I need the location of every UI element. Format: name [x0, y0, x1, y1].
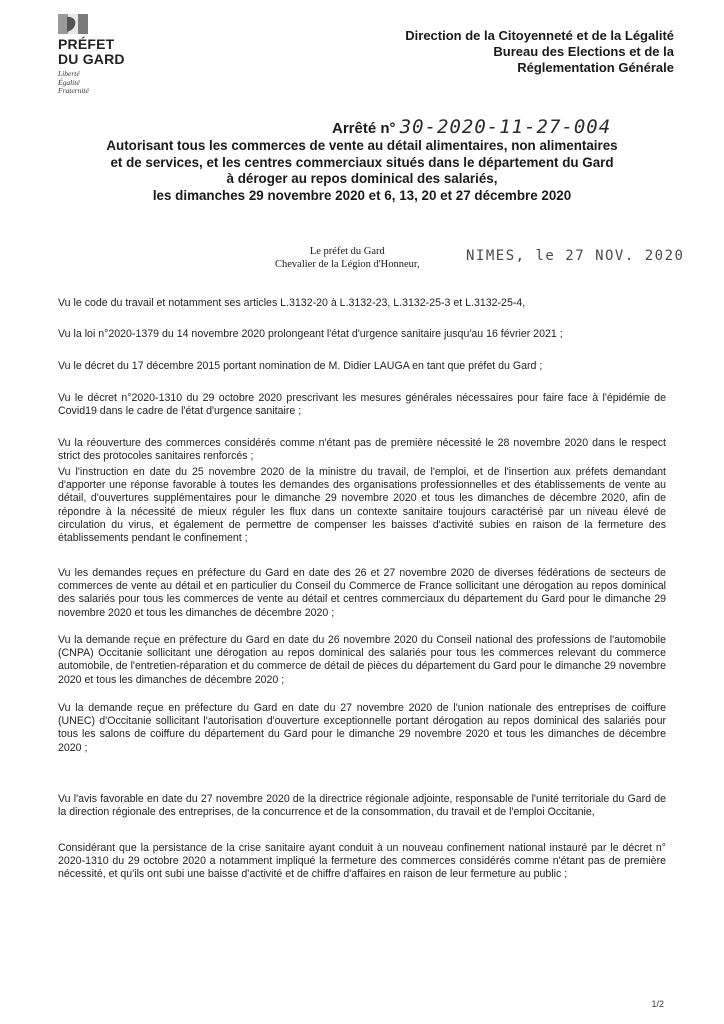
arrete-label: Arrêté n°	[332, 120, 396, 137]
paragraph: Vu l'avis favorable en date du 27 novembre 2020 de la directrice régionale adjointe, responsable de l'unité territoriale du Gard de la direction régionale des entreprises, de la concurrence et de la consommation, du travail et de l'emploi Occitanie,	[58, 793, 666, 819]
paragraph: Considérant que la persistance de la crise sanitaire ayant conduit à un nouveau confinement national instauré par le décret n° 2020-1310 du 29 octobre 2020 a notamment impliqué la fermeture des commerces considérés comme n'étant pas de première nécessité, et qu'ils ont subi une baisse d'activité et de chiffre d'affaires en raison de leur fermeture au public ;	[58, 842, 666, 881]
paragraph: Vu le code du travail et notamment ses articles L.3132-20 à L.3132-23, L.3132-25-3 et L.3132-25-4,	[58, 297, 526, 309]
paragraph: Vu la demande reçue en préfecture du Gard en date du 26 novembre 2020 du Conseil national des professions de l'automobile (CNPA) Occitanie sollicitant une dérogation au repos dominical des salariés pour tous les commerces relevant du commerce automobile, de l'entretien-réparation et du commerce de détail de pièces du département du Gard pour le dimanche 29 novembre 2020 et tous les dimanches de décembre 2020 ;	[58, 634, 666, 686]
header-line-2: Bureau des Elections et de la	[493, 44, 674, 59]
paragraph: Vu la demande reçue en préfecture du Gard en date du 27 novembre 2020 de l'union nationale des entreprises de coiffure (UNEC) d'Occitanie sollicitant l'autorisation d'ouverture exceptionnelle portant dérogation au repos dominical des salariés pour tous les salons de coiffure du département du Gard pour le dimanche 29 novembre 2020 et tous les dimanches de décembre 2020 ;	[58, 702, 666, 754]
paragraph: Vu l'instruction en date du 25 novembre 2020 de la ministre du travail, de l'emploi, et de l'insertion aux préfets demandant d'apporter une réponse favorable à toutes les demandes des organisations professionnelles et des établissements de vente au détail, d'ouvertures supplémentaires pour le dimanche 29 novembre 2020 et tous les dimanches de décembre 2020, afin de répondre à la nécessité de mieux réguler les flux dans un contexte sanitaire toujours caractérisé par un niveau élevé de circulation du virus, et également de permettre de compenser les baisses d'activité subies en raison de la fermeture des établissements pendant le confinement ;	[58, 466, 666, 545]
motto-liberte: Liberté	[58, 69, 80, 78]
paragraph: Vu les demandes reçues en préfecture du Gard en date des 26 et 27 novembre 2020 de diverses fédérations de secteurs de commerces de vente au détail et en particulier du Conseil du Commerce de France sollicitant une dérogation au repos dominical des salariés pour tous les commerces de vente au détail et centres commerciaux du département du Gard pour le dimanche 29 novembre 2020 et tous les dimanches de décembre 2020 ;	[58, 567, 666, 619]
motto-fraternite: Fraternité	[58, 86, 89, 95]
title-line-4: les dimanches 29 novembre 2020 et 6, 13, 20 et 27 décembre 2020	[152, 187, 572, 203]
header-line-1: Direction de la Citoyenneté et de la Légalité	[405, 28, 674, 43]
document-title	[40, 138, 684, 204]
paragraph: Vu la loi n°2020-1379 du 14 novembre 2020 prolongeant l'état d'urgence sanitaire jusqu'au 16 février 2021 ;	[58, 328, 563, 340]
marianne-logo-icon	[58, 14, 88, 34]
header-line-3: Réglementation Générale	[517, 60, 674, 75]
motto-egalite: Égalité	[58, 77, 80, 87]
paragraph: Vu le décret du 17 décembre 2015 portant nomination de M. Didier LAUGA en tant que préfet du Gard ;	[58, 360, 543, 372]
logo-line-prefet: PRÉFET	[58, 36, 115, 52]
logo-motto	[58, 70, 148, 96]
arrete-number	[332, 116, 611, 138]
title-line-3: à déroger au repos dominical des salariés,	[226, 171, 498, 186]
title-line-2: et de services, et les centres commerciaux situés dans le département du Gard	[110, 154, 614, 170]
signatory-line-2: Chevalier de la Légion d'Honneur,	[275, 259, 420, 270]
arrete-handwritten-number: 30-2020-11-27-004	[399, 116, 612, 138]
logo-line-du-gard: DU GARD	[58, 51, 125, 67]
prefet-logo	[58, 14, 148, 96]
signatory-line-1: Le préfet du Gard	[309, 246, 385, 257]
page-number: 1/2	[651, 999, 664, 1009]
paragraph: Vu le décret n°2020-1310 du 29 octobre 2020 prescrivant les mesures générales nécessaires pour faire face à l'épidémie de Covid19 dans le cadre de l'état d'urgence sanitaire ;	[58, 392, 666, 418]
issuing-department	[405, 28, 674, 76]
date-stamp: NIMES, le 27 NOV. 2020	[466, 248, 685, 264]
signatory-block	[275, 245, 420, 271]
paragraph: Vu la réouverture des commerces considérés comme n'étant pas de première nécessité le 28 novembre 2020 dans le respect strict des protocoles sanitaires renforcés ;	[58, 437, 666, 463]
title-line-1: Autorisant tous les commerces de vente au détail alimentaires, non alimentaires	[106, 138, 618, 153]
